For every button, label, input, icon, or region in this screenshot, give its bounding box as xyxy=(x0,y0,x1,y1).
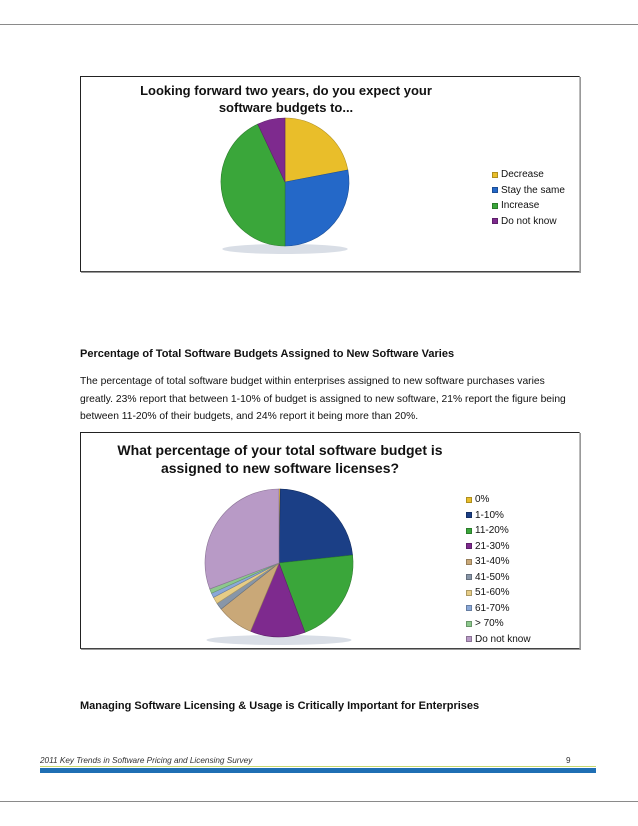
legend-item: 0% xyxy=(466,492,531,508)
legend-item: 61-70% xyxy=(466,601,531,617)
legend-item: 11-20% xyxy=(466,523,531,539)
chart1-legend xyxy=(492,167,565,229)
legend-swatch xyxy=(466,528,472,534)
footer-title: 2011 Key Trends in Software Pricing and Licensing Survey xyxy=(40,756,253,765)
legend-swatch xyxy=(466,559,472,565)
legend-item: Stay the same xyxy=(492,183,565,199)
footer-accent-line xyxy=(40,766,596,767)
chart2-title: What percentage of your total software budget is assigned to new software licenses? xyxy=(117,442,443,476)
legend-item: 31-40% xyxy=(466,554,531,570)
legend-item: 41-50% xyxy=(466,570,531,586)
legend-swatch xyxy=(466,605,472,611)
legend-swatch xyxy=(466,636,472,642)
legend-swatch xyxy=(492,203,498,209)
legend-swatch xyxy=(466,574,472,580)
chart2-legend xyxy=(466,492,531,647)
legend-swatch xyxy=(492,187,498,193)
legend-item: Do not know xyxy=(492,214,565,230)
footer-bar xyxy=(40,768,596,773)
legend-item: Do not know xyxy=(466,632,531,648)
pie-slice-stay-the-same xyxy=(285,170,349,246)
page-top-rule xyxy=(0,24,638,25)
chart1-title: Looking forward two years, do you expect your software budgets to... xyxy=(140,83,432,115)
section-paragraph: The percentage of total software budget within enterprises assigned to new software purchases varies greatly. 23% report that between 1-10% of budget is assigned to new software, 21% report the figure being between 11-20% of their budgets, and 24% report it being more than 20%. xyxy=(80,376,566,422)
legend-item: 21-30% xyxy=(466,539,531,555)
page-number: 9 xyxy=(566,756,571,765)
budget-outlook-chart xyxy=(80,76,580,272)
section-heading: Percentage of Total Software Budgets Assigned to New Software Varies xyxy=(80,348,455,360)
pie-slice-1-10 xyxy=(279,489,353,563)
legend-item: 51-60% xyxy=(466,585,531,601)
license-percentage-chart xyxy=(80,432,580,649)
legend-swatch xyxy=(466,621,472,627)
legend-swatch xyxy=(492,218,498,224)
legend-item: > 70% xyxy=(466,616,531,632)
legend-item: 1-10% xyxy=(466,508,531,524)
legend-item: Increase xyxy=(492,198,565,214)
legend-swatch xyxy=(466,590,472,596)
legend-swatch xyxy=(492,172,498,178)
legend-swatch xyxy=(466,543,472,549)
legend-swatch xyxy=(466,512,472,518)
page-bottom-rule xyxy=(0,801,638,802)
legend-item: Decrease xyxy=(492,167,565,183)
next-section-heading: Managing Software Licensing & Usage is Critically Important for Enterprises xyxy=(80,700,480,712)
legend-swatch xyxy=(466,497,472,503)
